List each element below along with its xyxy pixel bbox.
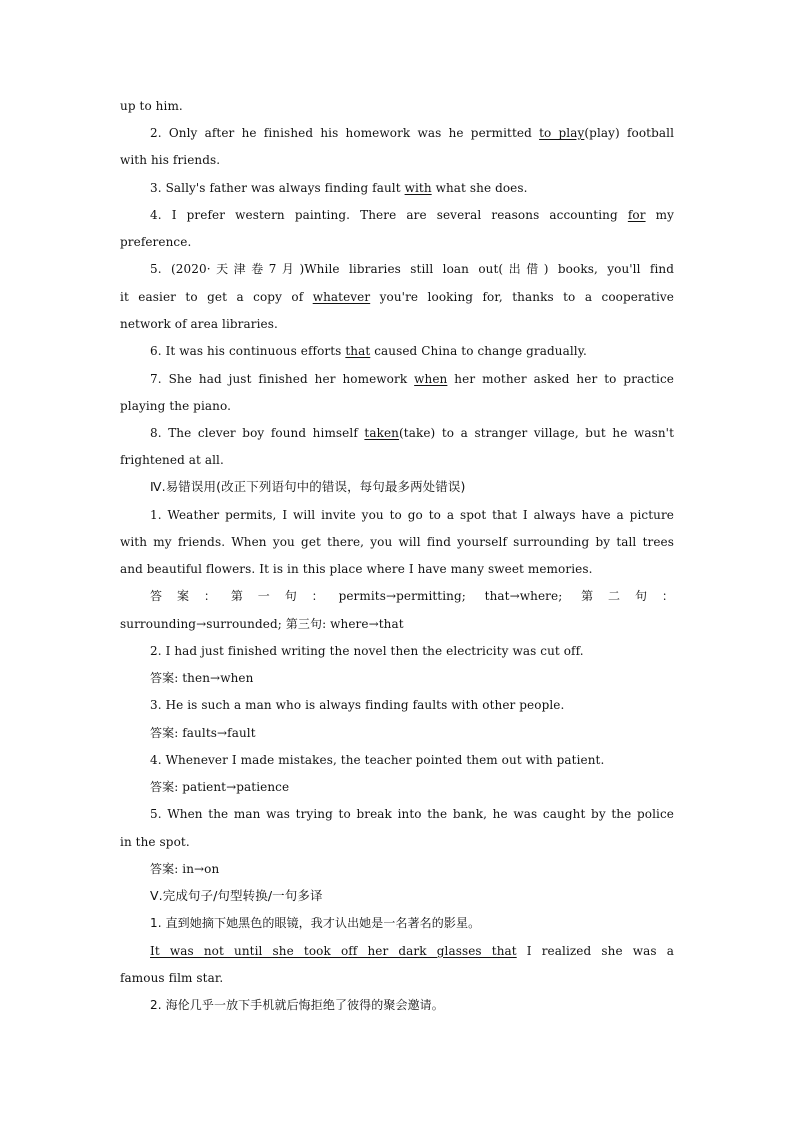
text-line bbox=[120, 561, 674, 577]
answer-blank: to play bbox=[539, 126, 585, 140]
answer-line bbox=[120, 616, 674, 632]
answer-blank: taken bbox=[364, 426, 399, 440]
line-text: 4. I prefer western painting. There are several reasons accounting bbox=[150, 208, 628, 222]
line-text: surrounding→surrounded; 第三句: where→that bbox=[120, 617, 404, 631]
text-line bbox=[150, 752, 674, 768]
text-line bbox=[120, 289, 674, 305]
line-text: 6. It was his continuous efforts bbox=[150, 344, 346, 358]
section-heading bbox=[150, 888, 674, 904]
text-line bbox=[150, 507, 674, 523]
line-text: I realized she was a bbox=[516, 944, 674, 958]
line-text: with my friends. When you get there, you will find yourself surrounding by tall trees bbox=[120, 535, 674, 549]
question-line bbox=[150, 425, 674, 441]
text-line bbox=[120, 834, 674, 850]
line-text: (play) football bbox=[584, 126, 675, 140]
question-line bbox=[150, 997, 674, 1013]
line-text: and beautiful flowers. It is in this place where I have many sweet memories. bbox=[120, 562, 593, 576]
text-line bbox=[150, 806, 674, 822]
line-text: network of area libraries. bbox=[120, 317, 278, 331]
answer-line bbox=[150, 670, 674, 686]
line-text: 答案: in→on bbox=[150, 862, 220, 876]
question-line bbox=[150, 261, 674, 277]
line-text: in the spot. bbox=[120, 835, 190, 849]
text-line bbox=[120, 98, 674, 114]
text-line bbox=[120, 234, 674, 250]
line-text: 3. Sally's father was always finding fault bbox=[150, 181, 405, 195]
line-text: 答案：第一句：permits→permitting; that→where; 第二句： bbox=[150, 589, 674, 603]
question-line bbox=[150, 207, 674, 223]
line-text: 3. He is such a man who is always finding faults with other people. bbox=[150, 698, 565, 712]
text-line bbox=[120, 970, 674, 986]
line-text: 5. (2020·天津卷7月)While libraries still loan out(出借) books, you'll find bbox=[150, 262, 674, 276]
line-text: 5. When the man was trying to break into the bank, he was caught by the police bbox=[150, 807, 674, 821]
question-line bbox=[150, 915, 674, 931]
text-line bbox=[120, 534, 674, 550]
text-line bbox=[120, 316, 674, 332]
answer-blank: that bbox=[345, 344, 371, 358]
answer-line bbox=[150, 725, 674, 741]
line-text: what she does. bbox=[431, 181, 528, 195]
text-line bbox=[120, 152, 674, 168]
heading-text: Ⅴ.完成句子/句型转换/一句多译 bbox=[150, 888, 323, 903]
line-text: 1. Weather permits, I will invite you to go to a spot that I always have a picture bbox=[150, 508, 674, 522]
answer-blank: with bbox=[404, 181, 432, 195]
question-line bbox=[150, 180, 674, 196]
question-line bbox=[150, 125, 674, 141]
line-text: 答案: then→when bbox=[150, 671, 254, 685]
heading-text: Ⅳ.易错误用(改正下列语句中的错误，每句最多两处错误) bbox=[150, 479, 466, 494]
line-text: (take) to a stranger village, but he wasn't bbox=[399, 426, 675, 440]
line-text: playing the piano. bbox=[120, 399, 232, 413]
line-text: caused China to change gradually. bbox=[370, 344, 587, 358]
line-text: 2. 海伦几乎一放下手机就后悔拒绝了彼得的聚会邀请。 bbox=[150, 998, 444, 1012]
line-text: 4. Whenever I made mistakes, the teacher pointed them out with patient. bbox=[150, 753, 605, 767]
line-text: 7. She had just finished her homework bbox=[150, 372, 415, 386]
text-line bbox=[150, 643, 674, 659]
answer-line bbox=[150, 861, 674, 877]
line-text: 2. Only after he finished his homework was he permitted bbox=[150, 126, 540, 140]
line-text: frightened at all. bbox=[120, 453, 224, 467]
answer-blank: when bbox=[414, 372, 448, 386]
line-text: 答案: faults→fault bbox=[150, 726, 256, 740]
line-text: 2. I had just finished writing the novel then the electricity was cut off. bbox=[150, 644, 584, 658]
line-text: it easier to get a copy of bbox=[120, 290, 313, 304]
line-text: 8. The clever boy found himself bbox=[150, 426, 365, 440]
question-line bbox=[150, 371, 674, 387]
answer-line bbox=[150, 943, 674, 959]
answer-line bbox=[150, 588, 674, 604]
line-text: preference. bbox=[120, 235, 192, 249]
line-text: her mother asked her to practice bbox=[447, 372, 674, 386]
answer-line bbox=[150, 779, 674, 795]
text-line bbox=[120, 398, 674, 414]
line-text: my bbox=[645, 208, 674, 222]
question-line bbox=[150, 343, 674, 359]
line-text: famous film star. bbox=[120, 971, 224, 985]
text-line bbox=[150, 697, 674, 713]
line-text: 1. 直到她摘下她黑色的眼镜，我才认出她是一名著名的影星。 bbox=[150, 916, 481, 930]
line-text: up to him. bbox=[120, 99, 183, 113]
answer-blank: whatever bbox=[312, 290, 371, 304]
line-text: you're looking for, thanks to a cooperative bbox=[370, 290, 674, 304]
line-text: 答案: patient→patience bbox=[150, 780, 290, 794]
answer-blank: It was not until she took off her dark glasses that bbox=[150, 944, 517, 958]
text-line bbox=[120, 452, 674, 468]
line-text: with his friends. bbox=[120, 153, 221, 167]
section-heading bbox=[150, 479, 674, 495]
answer-blank: for bbox=[627, 208, 646, 222]
